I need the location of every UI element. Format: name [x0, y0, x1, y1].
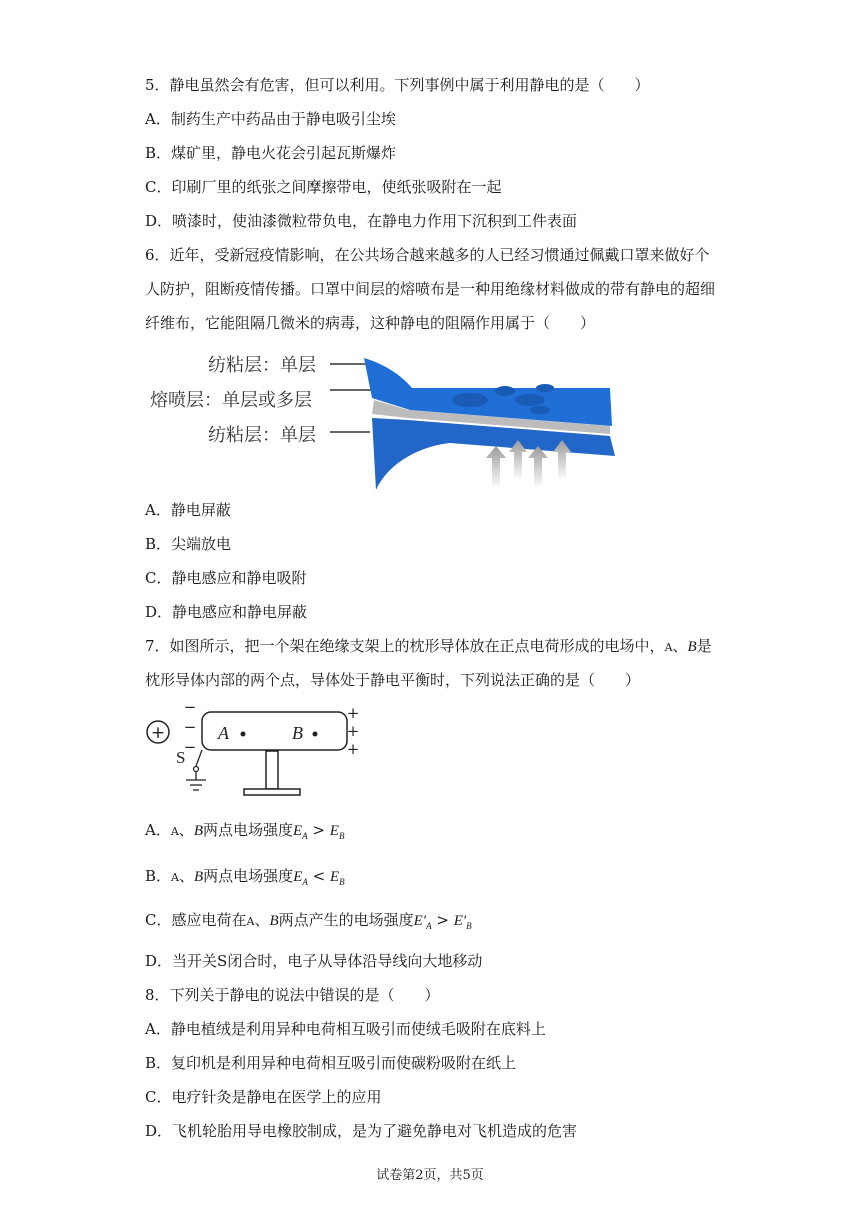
conductor-figure: [140, 700, 380, 800]
svg-text:A: A: [218, 723, 229, 743]
q6-option-a: A．静电屏蔽: [145, 501, 231, 519]
mask-layers-figure: [140, 348, 640, 493]
q7-option-a: A．A、B两点电场强度$E_A > E_B$: [145, 821, 345, 841]
point-a-dot: [241, 732, 246, 737]
q5-option-c: C．印刷厂里的纸张之间摩擦带电，使纸张吸附在一起: [145, 178, 502, 196]
label-meltblown: 熔喷层：单层或多层: [150, 390, 312, 411]
q6-option-d: D．静电感应和静电屏蔽: [145, 603, 308, 621]
label-spunbond-top: 纺粘层：单层: [208, 355, 316, 376]
svg-text:−: −: [183, 718, 197, 736]
q7-stem-line1: 7．如图所示，把一个架在绝缘支架上的枕形导体放在正点电荷形成的电场中，A、B是: [145, 637, 712, 655]
q6-stem-line3: 纤维布，它能阻隔几微米的病毒，这种静电的阻隔作用属于（ ）: [145, 314, 596, 332]
q6-option-c: C．静电感应和静电吸附: [145, 569, 307, 587]
q8-option-a: A．静电植绒是利用异种电荷相互吸引而使绒毛吸附在底料上: [145, 1020, 546, 1038]
svg-text:+: +: [150, 723, 166, 743]
svg-text:B: B: [292, 723, 303, 743]
insulating-stand: [266, 751, 278, 789]
q7-option-d: D．当开关S闭合时，电子从导体沿导线向大地移动: [145, 952, 483, 970]
svg-text:+: +: [346, 722, 360, 740]
conductor-diagram: [140, 700, 380, 800]
q8-option-c: C．电疗针灸是静电在医学上的应用: [145, 1088, 382, 1106]
label-spunbond-bottom: 纺粘层：单层: [208, 425, 316, 446]
mask-layers-diagram: [140, 348, 640, 493]
q5-stem: 5．静电虽然会有危害，但可以利用。下列事例中属于利用静电的是（ ）: [145, 76, 650, 94]
point-b-dot: [313, 732, 318, 737]
switch-contact: [194, 767, 199, 772]
q7-stem-line2: 枕形导体内部的两个点，导体处于静电平衡时，下列说法正确的是（ ）: [145, 671, 641, 689]
q8-stem: 8．下列关于静电的说法中错误的是（ ）: [145, 986, 440, 1004]
q7-option-b: B．A、B两点电场强度$E_A < E_B$: [145, 867, 345, 887]
q5-option-b: B．煤矿里，静电火花会引起瓦斯爆炸: [145, 144, 397, 162]
stand-base: [244, 789, 300, 795]
svg-text:−: −: [183, 700, 197, 716]
q6-stem-line1: 6．近年，受新冠疫情影响，在公共场合越来越多的人已经习惯通过佩戴口罩来做好个: [145, 246, 710, 264]
svg-text:+: +: [346, 740, 360, 758]
q6-option-b: B．尖端放电: [145, 535, 232, 553]
svg-text:−: −: [183, 738, 197, 756]
switch-blade: [196, 750, 202, 766]
q8-option-b: B．复印机是利用异种电荷相互吸引而使碳粉吸附在纸上: [145, 1054, 517, 1072]
q5-option-a: A．制药生产中药品由于静电吸引尘埃: [145, 110, 396, 128]
q5-option-d: D．喷漆时，使油漆微粒带负电，在静电力作用下沉积到工件表面: [145, 212, 578, 230]
q6-stem-line2: 人防护，阻断疫情传播。口罩中间层的熔喷布是一种用绝缘材料做成的带有静电的超细: [145, 280, 716, 298]
q8-option-d: D．飞机轮胎用导电橡胶制成，是为了避免静电对飞机造成的危害: [145, 1122, 578, 1140]
svg-text:+: +: [346, 704, 360, 722]
svg-text:S: S: [176, 748, 186, 767]
page-footer: 试卷第2页，共5页: [376, 1168, 484, 1183]
q7-option-c: C．感应电荷在A、B两点产生的电场强度$E'_A > E'_B$: [145, 911, 472, 931]
